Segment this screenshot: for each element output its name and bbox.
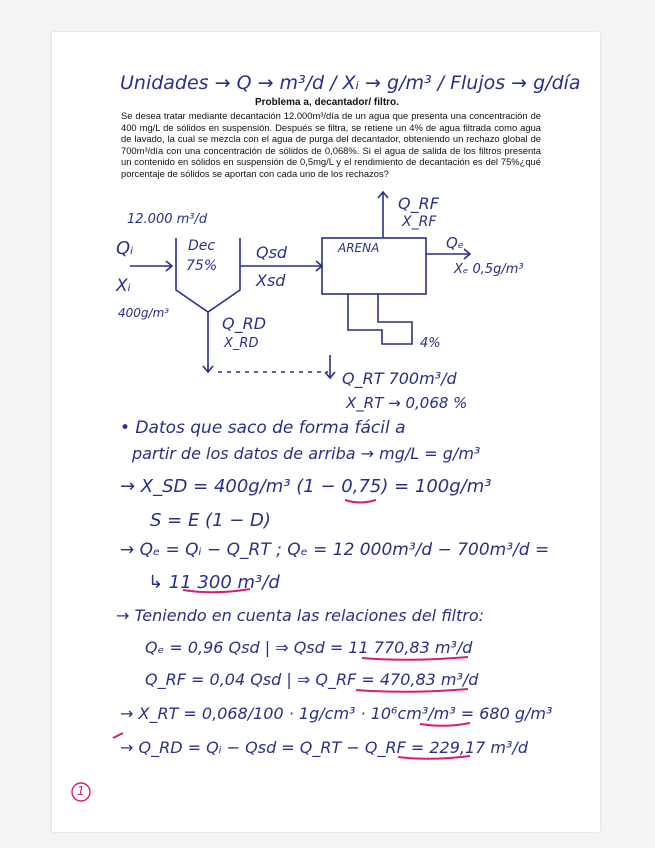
qe-label: Qₑ <box>446 234 465 252</box>
problem-title: Problema a, decantador/ filtro. <box>255 97 399 108</box>
note-line-8: Qₑ = 0,96 Qsd | ⇒ Qsd = 11 770,83 m³/d <box>145 638 473 657</box>
note-line-10: → X_RT = 0,068/100 · 1g/cm³ · 10⁶cm³/m³ = 680 g/m³ <box>120 704 553 723</box>
qrt-label: Q_RT 700m³/d <box>342 369 457 388</box>
qrf-label: Q_RF <box>398 194 439 213</box>
xi-label: Xᵢ <box>116 276 131 296</box>
dec-label: Dec <box>188 238 216 254</box>
note-line-3: → X_SD = 400g/m³ (1 − 0,75) = 100g/m³ <box>120 476 492 497</box>
units-header: Unidades → Q → m³/d / Xᵢ → g/m³ / Flujos → g/día <box>120 72 581 94</box>
xi-value: 400g/m³ <box>118 306 170 320</box>
page-number: 1 <box>77 784 85 798</box>
filter-percent: 4% <box>420 336 441 351</box>
qsd-label: Qsd <box>256 243 288 262</box>
arena-label: ARENA <box>338 241 380 255</box>
problem-statement: Se desea tratar mediante decantación 12.000m³/día de un agua que presenta una concentración de 400 mg/L de sólidos en suspensión. Después se filtra, se retiene un 4% de agua filtrada como agua de lavado, la cual se mezcla con el agua de purga del decantador, obteniendo un rechazo global de 700m³/día con una concentración de sólidos de 0,068%. Si el agua de salida de los filtros presenta un contenido en sólidos en suspensión de 0,5mg/L y el rendimiento de decantación es del 75%¿qué porcentaje de sólidos se aportan con cada uno de los rechazos? <box>121 110 541 179</box>
note-line-11: → Q_RD = Qᵢ − Qsd = Q_RT − Q_RF = 229,17 m³/d <box>120 738 528 757</box>
xrd-label: X_RD <box>224 336 259 351</box>
note-line-6: ↳ 11 300 m³/d <box>148 572 280 593</box>
dec-efficiency: 75% <box>186 258 218 274</box>
xrf-label: X_RF <box>402 214 437 230</box>
note-line-9: Q_RF = 0,04 Qsd | ⇒ Q_RF = 470,83 m³/d <box>145 670 479 689</box>
note-line-5: → Qₑ = Qᵢ − Q_RT ; Qₑ = 12 000m³/d − 700m³/d = <box>120 540 550 560</box>
xe-label: Xₑ 0,5g/m³ <box>454 262 524 277</box>
xrt-label: X_RT → 0,068 % <box>346 394 468 412</box>
qi-flow-value: 12.000 m³/d <box>127 212 208 227</box>
note-line-1: • Datos que saco de forma fácil a <box>120 418 406 438</box>
note-line-7: → Teniendo en cuenta las relaciones del filtro: <box>116 606 485 625</box>
qi-label: Qᵢ <box>116 238 134 259</box>
xsd-label: Xsd <box>256 271 286 290</box>
note-line-2: partir de los datos de arriba → mg/L = g/m³ <box>132 444 481 463</box>
qrd-label: Q_RD <box>222 314 267 333</box>
note-line-4: S = E (1 − D) <box>150 510 271 531</box>
